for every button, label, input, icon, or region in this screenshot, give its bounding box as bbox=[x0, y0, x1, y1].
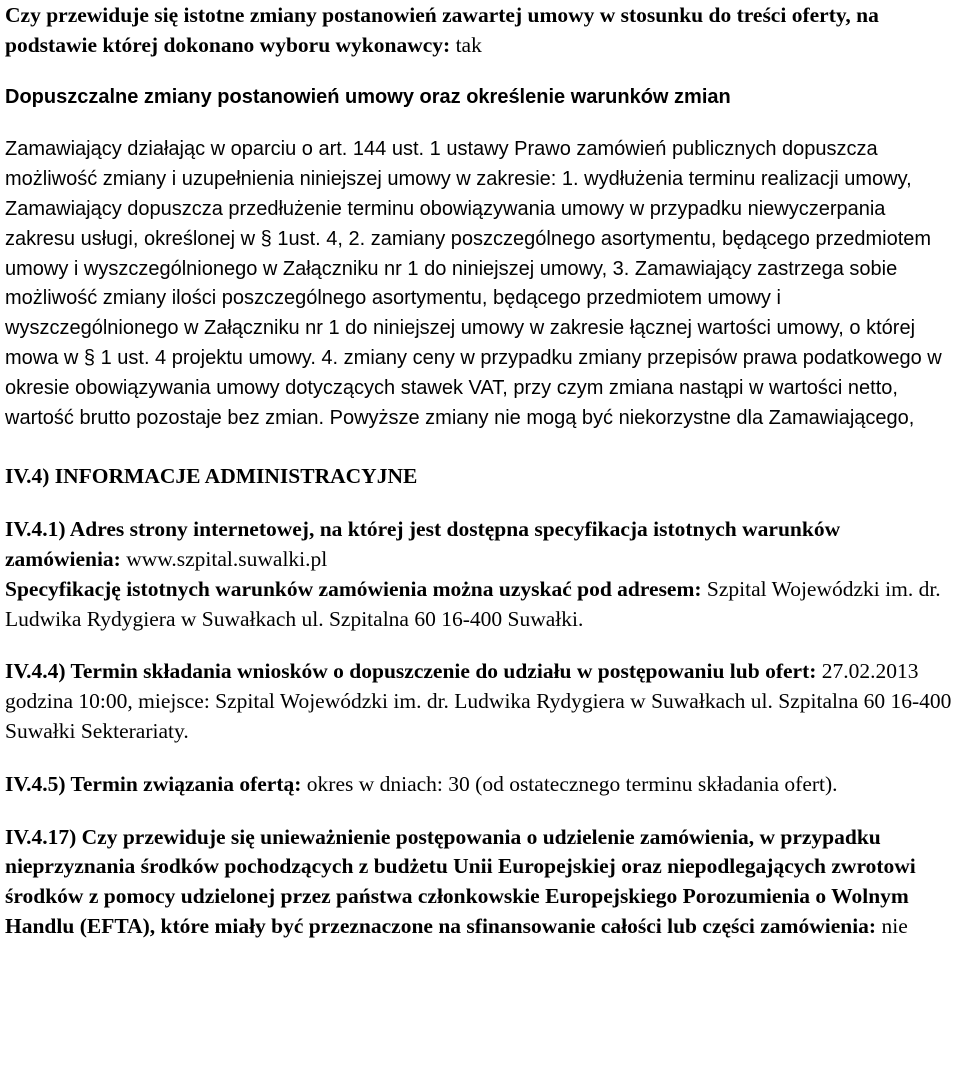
annulment-label: IV.4.17) Czy przewiduje się unieważnienie postępowania o udzielenie zamówienia, w przypadku nieprzyznania środków pochodzących z budżetu Unii Europejskiej oraz niepodlegających zwrotowi środków z pomocy udzielonej przez państwa członkowskie Europejskiego Porozumienia o Wolnym Handlu (EFTA), które miały być przeznaczone na sfinansowanie całości lub części zamówienia: bbox=[5, 824, 916, 938]
spec-address-value: Szpital Wojewódzki im. dr. Ludwika Rydygiera w Suwałkach ul. Szpitalna 60 16-400 Suwałki. bbox=[5, 576, 941, 631]
annulment-section bbox=[5, 823, 954, 942]
essential-changes-question bbox=[5, 0, 954, 61]
website-section bbox=[5, 515, 954, 575]
annulment-value: nie bbox=[876, 913, 908, 938]
website-label: IV.4.1) Adres strony internetowej, na której jest dostępna specyfikacja istotnych warunków zamówienia: bbox=[5, 517, 841, 571]
spec-address-section bbox=[5, 575, 954, 635]
deadline-label: IV.4.4) Termin składania wniosków o dopuszczenie do udziału w postępowaniu lub ofert: bbox=[5, 659, 817, 684]
essential-changes-answer: tak bbox=[450, 32, 482, 57]
deadline-value: 27.02.2013 godzina 10:00, miejsce: Szpital Wojewódzki im. dr. Ludwika Rydygiera w Suwałkach ul. Szpitalna 60 16-400 Suwałki Sekterariaty. bbox=[5, 659, 952, 743]
binding-period-label: IV.4.5) Termin związania ofertą: bbox=[5, 771, 302, 796]
allowed-changes-body: Zamawiający działając w oparciu o art. 144 ust. 1 ustawy Prawo zamówień publicznych dopuszcza możliwość zmiany i uzupełnienia niniejszej umowy w zakresie: 1. wydłużenia terminu realizacji umowy, Zamawiający dopuszcza przedłużenie terminu obowiązywania umowy w przypadku niewyczerpania zakresu usługi, określonej w § 1ust. 4, 2. zamiany poszczególnego asortymentu, będącego przedmiotem umowy i wyszczególnionego w Załączniku nr 1 do niniejszej umowy, 3. Zamawiający zastrzega sobie możliwość zmiany ilości poszczególnego asortymentu, będącego przedmiotem umowy i wyszczególnionego w Załączniku nr 1 do niniejszej umowy w zakresie łącznej wartości umowy, o której mowa w § 1 ust. 4 projektu umowy. 4. zmiany ceny w przypadku zmiany przepisów prawa podatkowego w okresie obowiązywania umowy dotyczących stawek VAT, przy czym zmiana nastąpi w wartości netto, wartość brutto pozostaje bez zmian. Powyższe zmiany nie mogą być niekorzystne dla Zamawiającego, bbox=[5, 138, 942, 429]
allowed-changes-heading: Dopuszczalne zmiany postanowień umowy oraz określenie warunków zmian bbox=[5, 85, 731, 108]
binding-period-section bbox=[5, 770, 954, 800]
admin-info-heading: IV.4) INFORMACJE ADMINISTRACYJNE bbox=[5, 464, 418, 489]
spec-address-label: Specyfikację istotnych warunków zamówienia można uzyskać pod adresem: bbox=[5, 576, 702, 601]
website-url: www.szpital.suwalki.pl bbox=[120, 546, 328, 571]
deadline-section bbox=[5, 657, 954, 746]
binding-period-value: okres w dniach: 30 (od ostatecznego terminu składania ofert). bbox=[301, 771, 838, 796]
essential-changes-label: Czy przewiduje się istotne zmiany postanowień zawartej umowy w stosunku do treści oferty, na podstawie której dokonano wyboru wykonawcy: bbox=[5, 3, 879, 57]
